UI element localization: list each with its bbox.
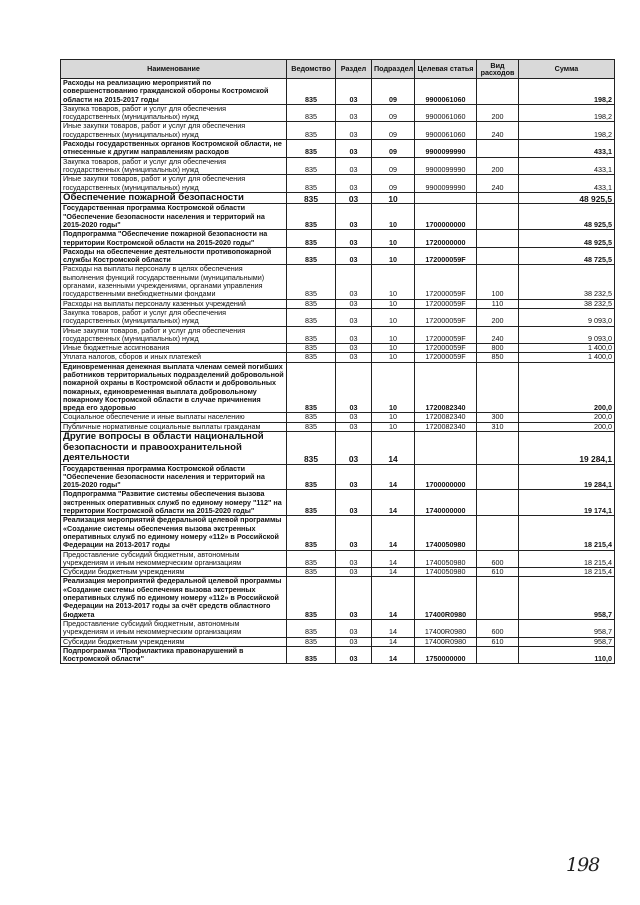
cell-subsection: 14 [372,619,415,637]
cell-kind [477,362,519,413]
cell-target: 1720082340 [415,413,477,422]
cell-subsection: 10 [372,308,415,326]
cell-kind [477,230,519,248]
cell-name: Публичные нормативные социальные выплаты гражданам [61,422,287,431]
cell-target: 1750000000 [415,646,477,664]
cell-subsection: 10 [372,299,415,308]
cell-subsection: 09 [372,175,415,193]
cell-name: Расходы государственных органов Костромской области, не отнесенные к другим направлениям расходов [61,140,287,158]
cell-sum: 110,0 [519,646,615,664]
cell-sum: 200,0 [519,422,615,431]
cell-dept: 835 [287,619,336,637]
cell-target: 9900099990 [415,140,477,158]
cell-kind [477,140,519,158]
cell-subsection: 09 [372,122,415,140]
table-row [61,516,615,550]
cell-subsection: 14 [372,568,415,577]
cell-name: Государственная программа Костромской области "Обеспечение безопасности населения и территорий на 2015-2020 годы" [61,204,287,230]
cell-section: 03 [336,122,372,140]
cell-name: Закупка товаров, работ и услуг для обеспечения государственных (муниципальных) нужд [61,308,287,326]
cell-sum: 958,7 [519,637,615,646]
cell-dept: 835 [287,265,336,299]
cell-dept: 835 [287,550,336,568]
cell-dept: 835 [287,344,336,353]
cell-kind [477,247,519,265]
table-row [61,490,615,516]
cell-sum: 200,0 [519,362,615,413]
cell-section: 03 [336,422,372,431]
cell-kind [477,646,519,664]
cell-section: 03 [336,140,372,158]
table-header [61,60,615,79]
cell-name: Предоставление субсидий бюджетным, автономным учреждениям и иным некоммерческим организациям [61,550,287,568]
cell-subsection: 10 [372,247,415,265]
cell-target: 1740050980 [415,568,477,577]
cell-sum: 433,1 [519,140,615,158]
table-row [61,79,615,105]
cell-name: Расходы на реализацию мероприятий по совершенствованию гражданской обороны Костромской области на 2015-2017 годы [61,79,287,105]
table-row [61,308,615,326]
cell-subsection: 14 [372,432,415,465]
cell-subsection: 14 [372,637,415,646]
cell-target: 1720000000 [415,230,477,248]
cell-target: 1700000000 [415,204,477,230]
cell-section: 03 [336,157,372,175]
table-row [61,413,615,422]
cell-target: 172000059F [415,344,477,353]
cell-kind: 600 [477,550,519,568]
table-row [61,362,615,413]
cell-target: 1720082340 [415,362,477,413]
cell-dept: 835 [287,568,336,577]
table-row [61,104,615,122]
cell-name: Субсидии бюджетным учреждениям [61,637,287,646]
cell-section: 03 [336,265,372,299]
cell-subsection: 14 [372,490,415,516]
cell-sum: 38 232,5 [519,265,615,299]
table-row [61,326,615,344]
cell-kind: 200 [477,157,519,175]
cell-subsection: 09 [372,140,415,158]
cell-subsection: 10 [372,422,415,431]
cell-kind: 300 [477,413,519,422]
cell-subsection: 10 [372,353,415,362]
cell-name: Иные закупки товаров, работ и услуг для обеспечения государственных (муниципальных) нужд [61,122,287,140]
cell-dept: 835 [287,422,336,431]
cell-subsection: 14 [372,577,415,619]
cell-subsection: 10 [372,326,415,344]
cell-section: 03 [336,637,372,646]
cell-kind: 600 [477,619,519,637]
cell-sum: 18 215,4 [519,550,615,568]
cell-section: 03 [336,247,372,265]
cell-sum: 48 725,5 [519,247,615,265]
cell-dept: 835 [287,140,336,158]
header-target: Целевая статья [415,60,477,79]
cell-subsection: 14 [372,550,415,568]
cell-section: 03 [336,362,372,413]
cell-dept: 835 [287,577,336,619]
cell-dept: 835 [287,299,336,308]
cell-subsection: 09 [372,157,415,175]
cell-target: 172000059F [415,326,477,344]
cell-name: Социальное обеспечение и иные выплаты населению [61,413,287,422]
table-row [61,230,615,248]
cell-dept: 835 [287,308,336,326]
cell-dept: 835 [287,464,336,490]
cell-kind: 610 [477,637,519,646]
cell-section: 03 [336,299,372,308]
cell-name: Субсидии бюджетным учреждениям [61,568,287,577]
cell-subsection: 10 [372,413,415,422]
cell-target: 17400R0980 [415,637,477,646]
header-dept: Ведомство [287,60,336,79]
cell-sum: 48 925,5 [519,204,615,230]
cell-kind [477,577,519,619]
cell-section: 03 [336,230,372,248]
cell-section: 03 [336,344,372,353]
cell-section: 03 [336,353,372,362]
table-row [61,265,615,299]
cell-subsection: 10 [372,265,415,299]
cell-target: 172000059F [415,353,477,362]
cell-dept: 835 [287,247,336,265]
cell-target: 172000059F [415,247,477,265]
header-section: Раздел [336,60,372,79]
cell-subsection: 10 [372,344,415,353]
cell-subsection: 09 [372,79,415,105]
cell-name: Подпрограмма "Развитие системы обеспечения вызова экстренных оперативных служб по единому номеру "112" на территории Костромской области на 2015-2020 годы" [61,490,287,516]
cell-kind: 610 [477,568,519,577]
table-row [61,353,615,362]
cell-kind: 110 [477,299,519,308]
cell-sum: 198,2 [519,122,615,140]
cell-kind: 100 [477,265,519,299]
cell-name: Расходы на обеспечение деятельности противопожарной службы Костромской области [61,247,287,265]
cell-kind: 200 [477,308,519,326]
cell-subsection: 10 [372,204,415,230]
table-row [61,619,615,637]
header-subsection: Подраздел [372,60,415,79]
header-kind: Вид расходов [477,60,519,79]
cell-sum: 48 925,5 [519,230,615,248]
cell-target: 172000059F [415,299,477,308]
cell-dept: 835 [287,646,336,664]
cell-sum: 38 232,5 [519,299,615,308]
cell-target [415,192,477,204]
cell-section: 03 [336,550,372,568]
cell-section: 03 [336,204,372,230]
cell-sum: 19 174,1 [519,490,615,516]
table-row [61,122,615,140]
cell-sum: 48 925,5 [519,192,615,204]
cell-dept: 835 [287,362,336,413]
cell-section: 03 [336,577,372,619]
cell-target: 172000059F [415,308,477,326]
cell-sum: 198,2 [519,104,615,122]
cell-section: 03 [336,192,372,204]
header-sum: Сумма [519,60,615,79]
cell-name: Единовременная денежная выплата членам семей погибших работников территориальных подразделений добровольной пожарной охраны в Костромской области и добровольных пожарных, единовременная выплата добровольному пожарному Костромской области в случае причинения вреда его здоровью [61,362,287,413]
cell-dept: 835 [287,157,336,175]
cell-kind: 240 [477,175,519,193]
cell-sum: 18 215,4 [519,516,615,550]
cell-target [415,432,477,465]
cell-kind: 850 [477,353,519,362]
cell-sum: 198,2 [519,79,615,105]
cell-name: Расходы на выплаты персоналу казенных учреждений [61,299,287,308]
cell-section: 03 [336,619,372,637]
cell-sum: 433,1 [519,157,615,175]
cell-subsection: 14 [372,464,415,490]
cell-name: Государственная программа Костромской области "Обеспечение безопасности населения и территорий на 2015-2020 годы" [61,464,287,490]
cell-sum: 9 093,0 [519,326,615,344]
cell-name: Реализация мероприятий федеральной целевой программы «Создание системы обеспечения вызова экстренных оперативных служб по единому номеру «112» в Российской Федерации на 2013-2017 годы [61,516,287,550]
cell-target: 17400R0980 [415,577,477,619]
cell-dept: 835 [287,637,336,646]
cell-section: 03 [336,432,372,465]
cell-section: 03 [336,646,372,664]
cell-subsection: 14 [372,646,415,664]
cell-target: 9900099990 [415,157,477,175]
cell-section: 03 [336,413,372,422]
cell-sum: 9 093,0 [519,308,615,326]
cell-target: 172000059F [415,265,477,299]
cell-target: 1700000000 [415,464,477,490]
cell-sum: 1 400,0 [519,344,615,353]
table-row [61,204,615,230]
cell-sum: 200,0 [519,413,615,422]
cell-kind [477,464,519,490]
cell-kind [477,490,519,516]
cell-kind [477,432,519,465]
table-row [61,577,615,619]
table-row [61,192,615,204]
cell-kind: 800 [477,344,519,353]
cell-sum: 19 284,1 [519,464,615,490]
cell-target: 17400R0980 [415,619,477,637]
cell-subsection: 10 [372,230,415,248]
table-row [61,140,615,158]
table-row [61,637,615,646]
cell-section: 03 [336,464,372,490]
cell-dept: 835 [287,432,336,465]
cell-section: 03 [336,568,372,577]
cell-subsection: 10 [372,362,415,413]
cell-kind: 310 [477,422,519,431]
cell-kind [477,192,519,204]
cell-section: 03 [336,308,372,326]
cell-kind: 200 [477,104,519,122]
cell-kind [477,516,519,550]
cell-name: Подпрограмма "Обеспечение пожарной безопасности на территории Костромской области на 2015-2020 годы" [61,230,287,248]
cell-dept: 835 [287,516,336,550]
cell-target: 1720082340 [415,422,477,431]
cell-dept: 835 [287,353,336,362]
cell-target: 1740050980 [415,550,477,568]
table-row [61,432,615,465]
cell-target: 1740000000 [415,490,477,516]
cell-name: Обеспечение пожарной безопасности [61,192,287,204]
cell-target: 9900061060 [415,79,477,105]
cell-sum: 958,7 [519,577,615,619]
cell-name: Закупка товаров, работ и услуг для обеспечения государственных (муниципальных) нужд [61,104,287,122]
table-row [61,157,615,175]
cell-sum: 958,7 [519,619,615,637]
cell-section: 03 [336,175,372,193]
cell-name: Уплата налогов, сборов и иных платежей [61,353,287,362]
cell-sum: 433,1 [519,175,615,193]
cell-subsection: 09 [372,104,415,122]
table-row [61,464,615,490]
cell-dept: 835 [287,104,336,122]
cell-section: 03 [336,516,372,550]
cell-name: Иные закупки товаров, работ и услуг для обеспечения государственных (муниципальных) нужд [61,175,287,193]
cell-name: Иные закупки товаров, работ и услуг для обеспечения государственных (муниципальных) нужд [61,326,287,344]
cell-dept: 835 [287,490,336,516]
cell-kind [477,204,519,230]
cell-dept: 835 [287,230,336,248]
cell-kind: 240 [477,122,519,140]
cell-target: 9900099990 [415,175,477,193]
cell-target: 1740050980 [415,516,477,550]
cell-subsection: 10 [372,192,415,204]
cell-dept: 835 [287,192,336,204]
page-number: 198 [566,854,600,876]
header-name: Наименование [61,60,287,79]
budget-table [60,59,615,664]
cell-name: Реализация мероприятий федеральной целевой программы «Создание системы обеспечения вызова экстренных оперативных служб по единому номеру «112» в Российской Федерации на 2013-2017 годы за счёт средств областного бюджета [61,577,287,619]
cell-section: 03 [336,490,372,516]
cell-name: Подпрограмма "Профилактика правонарушений в Костромской области" [61,646,287,664]
cell-section: 03 [336,104,372,122]
table-row [61,175,615,193]
cell-kind: 240 [477,326,519,344]
table-row [61,247,615,265]
table-row [61,646,615,664]
cell-target: 9900061060 [415,122,477,140]
table-row [61,550,615,568]
cell-section: 03 [336,79,372,105]
cell-sum: 1 400,0 [519,353,615,362]
cell-dept: 835 [287,204,336,230]
cell-target: 9900061060 [415,104,477,122]
cell-dept: 835 [287,79,336,105]
cell-dept: 835 [287,175,336,193]
cell-name: Другие вопросы в области национальной безопасности и правоохранительной деятельности [61,432,287,465]
cell-dept: 835 [287,122,336,140]
cell-dept: 835 [287,413,336,422]
table-body [61,79,615,664]
cell-kind [477,79,519,105]
cell-sum: 18 215,4 [519,568,615,577]
cell-subsection: 14 [372,516,415,550]
cell-name: Расходы на выплаты персоналу в целях обеспечения выполнения функций государственными (муниципальными) органами, казенными учреждениями, органами управления государственными внебюджетными фондами [61,265,287,299]
cell-name: Иные бюджетные ассигнования [61,344,287,353]
cell-section: 03 [336,326,372,344]
cell-dept: 835 [287,326,336,344]
cell-name: Закупка товаров, работ и услуг для обеспечения государственных (муниципальных) нужд [61,157,287,175]
cell-sum: 19 284,1 [519,432,615,465]
cell-name: Предоставление субсидий бюджетным, автономным учреждениям и иным некоммерческим организациям [61,619,287,637]
